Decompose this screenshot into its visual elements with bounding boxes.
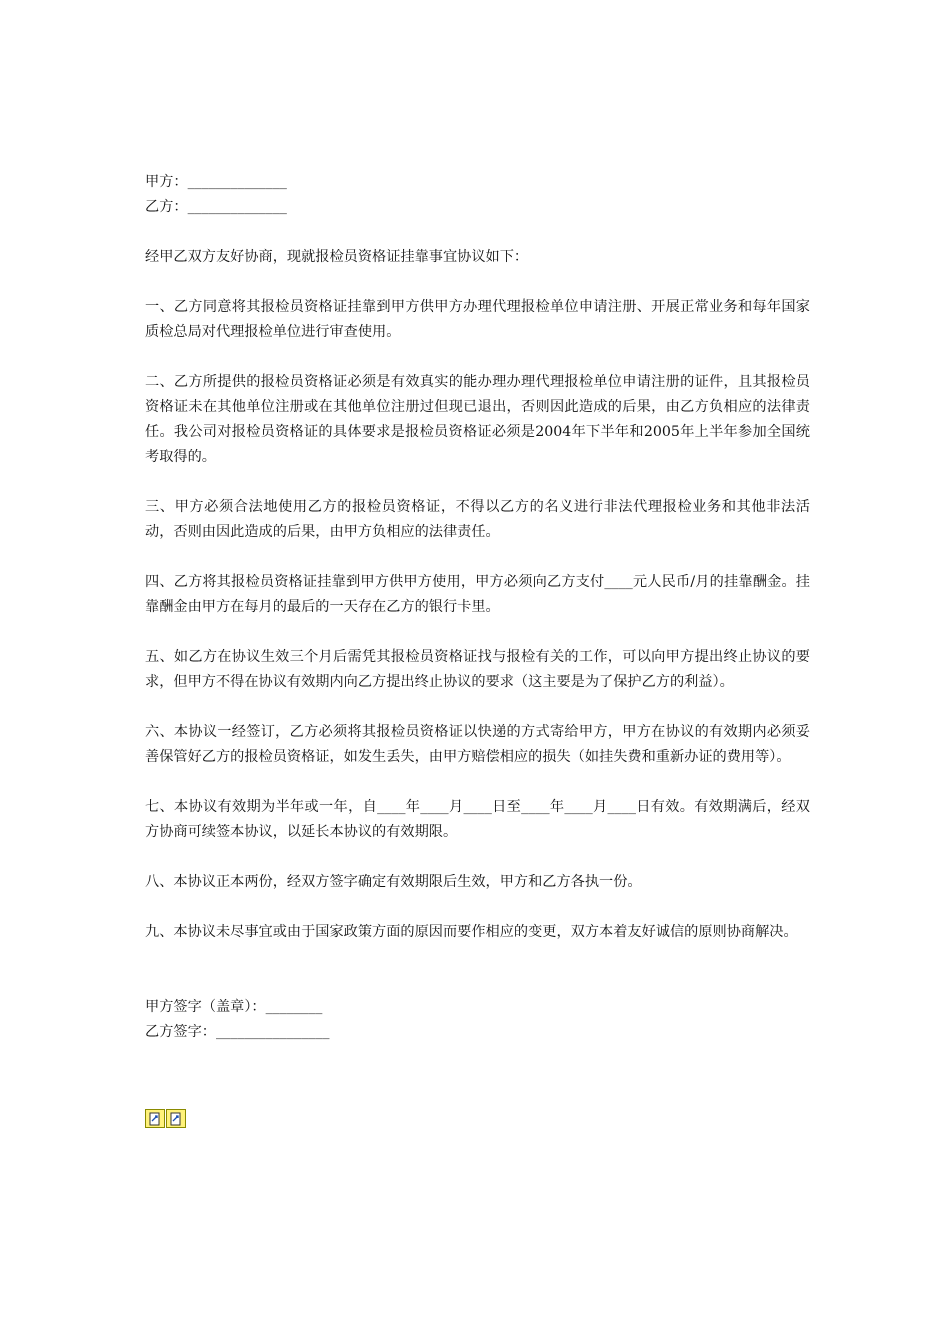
clause-5: 五、如乙方在协议生效三个月后需凭其报检员资格证找与报检有关的工作，可以向甲方提出终止协议的要求，但甲方不得在协议有效期内向乙方提出终止协议的要求（这主要是为了保护乙方的利益）。 bbox=[145, 649, 810, 690]
signature-a-line: 甲方签字（盖章）：________ bbox=[145, 999, 323, 1015]
clause-7: 七、本协议有效期为半年或一年，自____年____月____日至____年____月____日有效。有效期满后，经双方协商可续签本协议，以延长本协议的有效期限。 bbox=[145, 799, 810, 840]
clause-2: 二、乙方所提供的报检员资格证必须是有效真实的能办理办理代理报检单位申请注册的证件，且其报检员资格证未在其他单位注册或在其他单位注册过但现已退出，否则因此造成的后果，由乙方负相应的法律责任。我公司对报检员资格证的具体要求是报检员资格证必须是2004年下半年和2005年上半年参加全国统考取得的。 bbox=[145, 374, 810, 465]
intro-paragraph: 经甲乙双方友好协商，现就报检员资格证挂靠事宜协议如下： bbox=[145, 249, 529, 265]
clause-9: 九、本协议未尽事宜或由于国家政策方面的原因而要作相应的变更，双方本着友好诚信的原则协商解决。 bbox=[145, 924, 798, 940]
party-a-line: 甲方：______________ bbox=[145, 174, 287, 190]
signature-b-line: 乙方签字：________________ bbox=[145, 1024, 330, 1040]
clause-6: 六、本协议一经签订，乙方必须将其报检员资格证以快递的方式寄给甲方，甲方在协议的有效期内必须妥善保管好乙方的报检员资格证，如发生丢失，由甲方赔偿相应的损失（如挂失费和重新办证的费用等）。 bbox=[145, 724, 810, 765]
contract-document bbox=[145, 170, 810, 1045]
clause-4: 四、乙方将其报检员资格证挂靠到甲方供甲方使用，甲方必须向乙方支付____元人民币/月的挂靠酬金。挂靠酬金由甲方在每月的最后的一天存在乙方的银行卡里。 bbox=[145, 574, 810, 615]
document-link-icon[interactable] bbox=[145, 1109, 165, 1128]
party-b-line: 乙方：______________ bbox=[145, 199, 287, 215]
icon-strip bbox=[145, 1109, 186, 1128]
clause-1: 一、乙方同意将其报检员资格证挂靠到甲方供甲方办理代理报检单位申请注册、开展正常业务和每年国家质检总局对代理报检单位进行审查使用。 bbox=[145, 299, 810, 340]
clause-8: 八、本协议正本两份，经双方签字确定有效期限后生效，甲方和乙方各执一份。 bbox=[145, 874, 642, 890]
clause-3: 三、甲方必须合法地使用乙方的报检员资格证，不得以乙方的名义进行非法代理报检业务和其他非法活动，否则由因此造成的后果，由甲方负相应的法律责任。 bbox=[145, 499, 810, 540]
document-link-icon[interactable] bbox=[166, 1109, 186, 1128]
